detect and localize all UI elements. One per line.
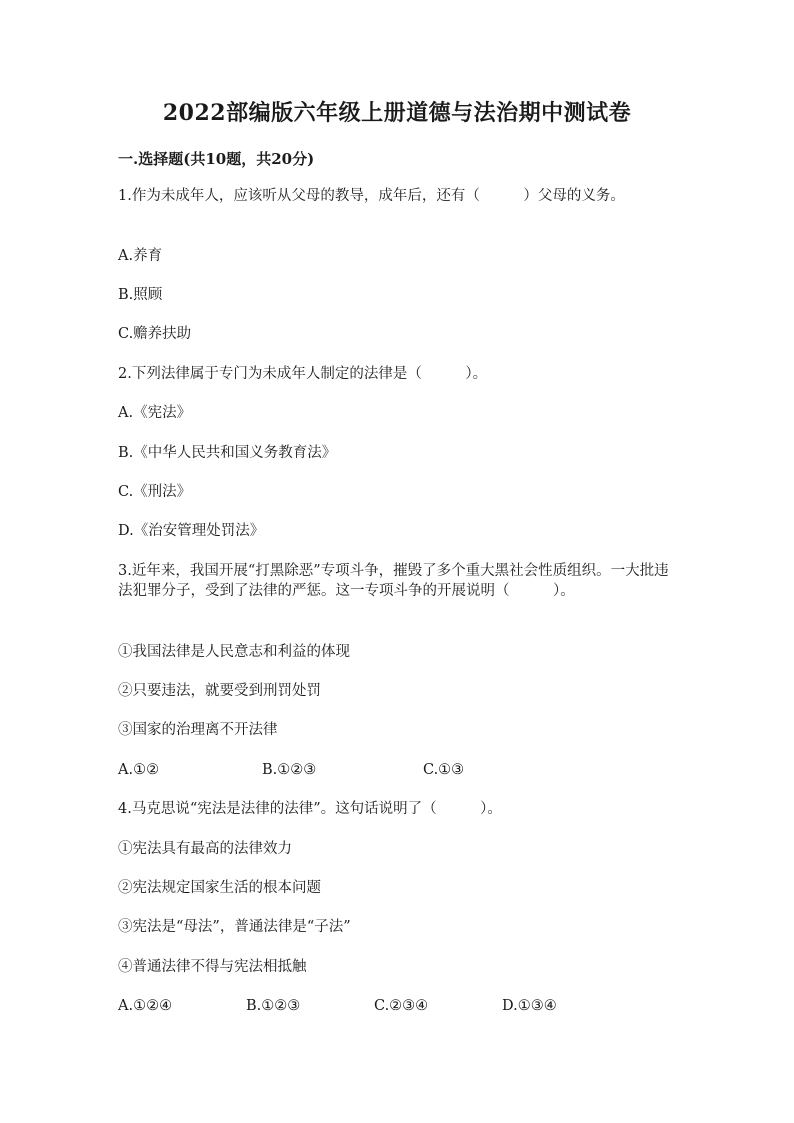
question-1-option-a[interactable]: A.养育 xyxy=(118,248,163,264)
question-3-option-c[interactable]: C.①③ xyxy=(423,762,465,778)
question-2-option-d[interactable]: D.《治安管理处罚法》 xyxy=(118,523,265,539)
question-1-option-b[interactable]: B.照顾 xyxy=(118,287,163,303)
question-3-option-a[interactable]: A.①② xyxy=(118,762,160,778)
question-4-statement-4: ④普通法律不得与宪法相抵触 xyxy=(118,959,307,975)
question-2-option-c[interactable]: C.《刑法》 xyxy=(118,484,192,500)
question-4-option-b[interactable]: B.①②③ xyxy=(246,998,301,1014)
question-3-statement-1: ①我国法律是人民意志和利益的体现 xyxy=(118,644,350,660)
page-title: 2022部编版六年级上册道德与法治期中测试卷 xyxy=(162,100,632,126)
question-4-statement-1: ①宪法具有最高的法律效力 xyxy=(118,841,292,857)
section-heading: 一.选择题(共10题，共20分) xyxy=(118,150,315,168)
question-4-option-c[interactable]: C.②③④ xyxy=(374,998,429,1014)
question-2-option-b[interactable]: B.《中华人民共和国义务教育法》 xyxy=(118,445,337,461)
question-4-statement-2: ②宪法规定国家生活的根本问题 xyxy=(118,880,321,896)
question-2-stem: 2.下列法律属于专门为未成年人制定的法律是（ ）。 xyxy=(118,366,488,382)
question-3-statement-2: ②只要违法，就要受到刑罚处罚 xyxy=(118,683,321,699)
question-4-statement-3: ③宪法是“母法”，普通法律是“子法” xyxy=(118,919,351,935)
question-3-stem: 3.近年来，我国开展“打黑除恶”专项斗争，摧毁了多个重大黑社会性质组织。一大批违法犯罪分子，受到了法律的严惩。这一专项斗争的开展说明（ ）。 xyxy=(118,563,669,599)
question-1-stem: 1.作为未成年人，应该听从父母的教导，成年后，还有（ ）父母的义务。 xyxy=(118,188,625,204)
question-4-option-d[interactable]: D.①③④ xyxy=(502,998,557,1014)
question-3-statement-3: ③国家的治理离不开法律 xyxy=(118,722,278,738)
question-4-stem: 4.马克思说“宪法是法律的法律”。这句话说明了（ ）。 xyxy=(118,801,502,817)
question-3-option-b[interactable]: B.①②③ xyxy=(262,762,317,778)
question-3-options xyxy=(118,760,678,780)
question-4-option-a[interactable]: A.①②④ xyxy=(118,998,173,1014)
question-2-option-a[interactable]: A.《宪法》 xyxy=(118,405,192,421)
question-4-options xyxy=(118,996,678,1016)
question-1-option-c[interactable]: C.赡养扶助 xyxy=(118,326,192,342)
